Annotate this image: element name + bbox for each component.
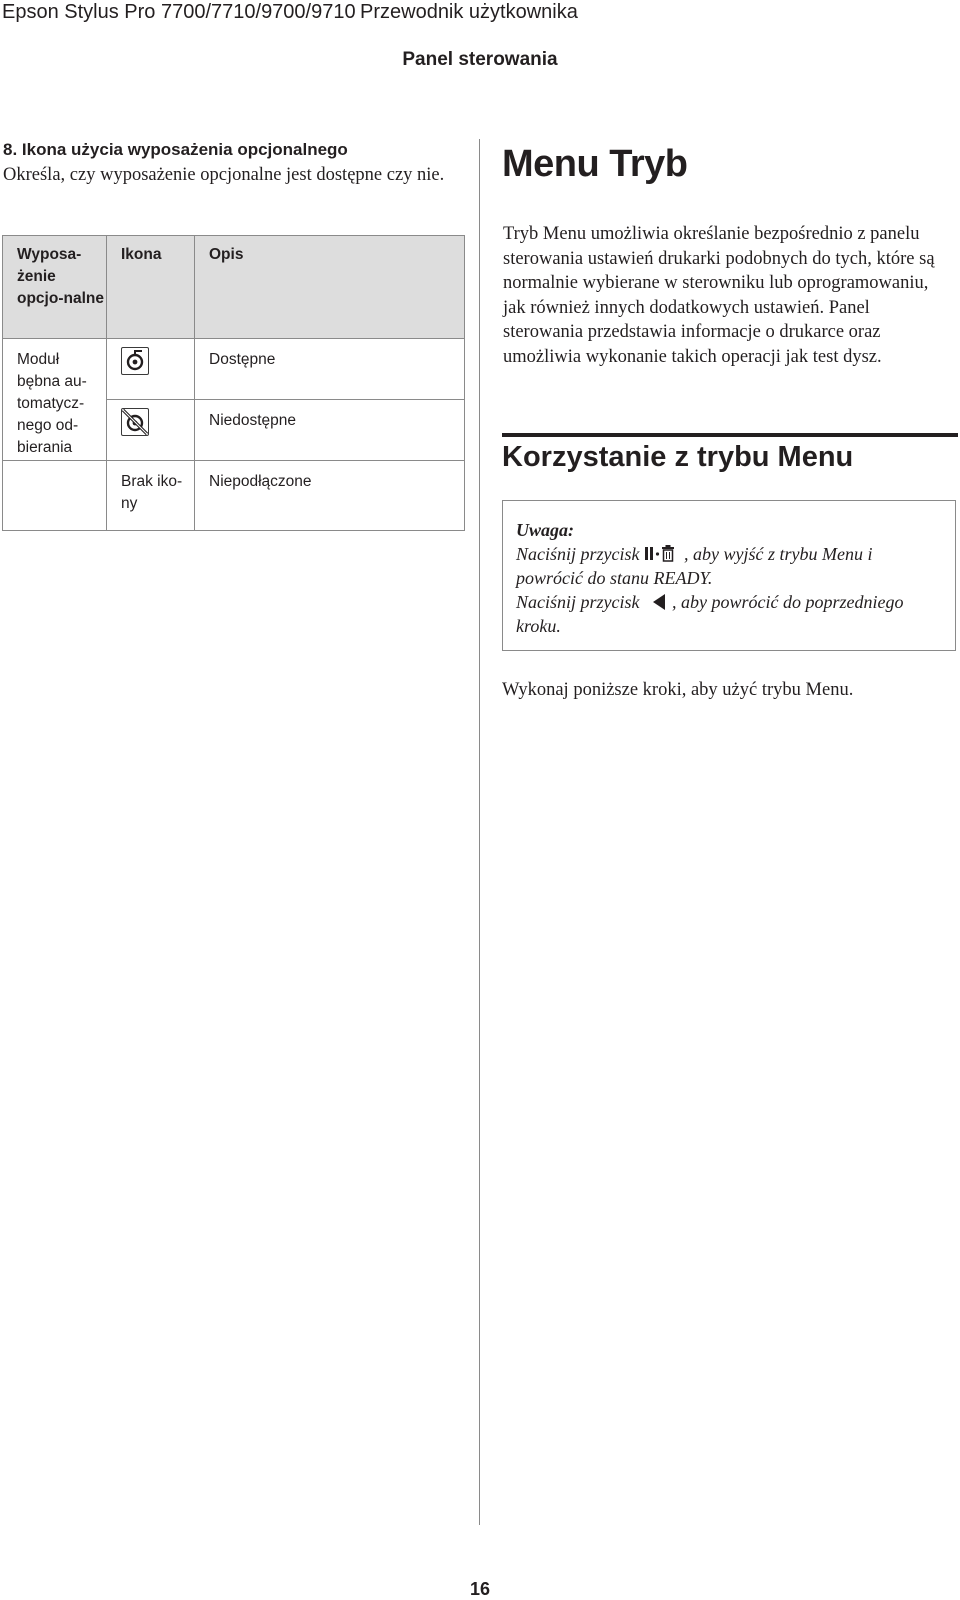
description-cell: Niepodłączone [195, 461, 465, 531]
table-header-equipment: Wyposa-żenie opcjo-nalne [3, 236, 107, 339]
section-rule [502, 433, 958, 437]
note-box [502, 500, 956, 651]
icon-cell [107, 339, 195, 400]
back-arrow-icon [644, 592, 672, 618]
note-text: Naciśnij przycisk [516, 544, 644, 564]
table-header-description: Opis [195, 236, 465, 339]
column-divider [479, 139, 480, 1525]
description-cell: Niedostępne [195, 400, 465, 461]
table-row [3, 461, 465, 531]
note-line: powrócić do stanu READY. [516, 568, 713, 588]
page-title: Menu Tryb [502, 143, 688, 185]
table-row [3, 339, 465, 400]
option-icon-heading: 8. Ikona użycia wyposażenia opcjonalnego [3, 140, 348, 159]
section-title: Korzystanie z trybu Menu [502, 441, 854, 473]
note-line: kroku. [516, 616, 561, 636]
note-text: Naciśnij przycisk [516, 592, 644, 612]
equipment-empty-cell [3, 461, 107, 531]
note-text: , aby powrócić do poprzedniego [672, 592, 904, 612]
header-guide-title: Przewodnik użytkownika [360, 1, 578, 23]
page-number: 16 [469, 1579, 491, 1599]
header-product-name: Epson Stylus Pro 7700/7710/9700/9710 [2, 1, 356, 23]
note-line [516, 590, 903, 618]
steps-intro: Wykonaj poniższe kroki, aby użyć trybu Menu. [502, 680, 854, 700]
note-label: Uwaga: [516, 520, 574, 540]
optional-equipment-table [2, 235, 465, 531]
drum-available-icon [121, 347, 149, 375]
drum-unavailable-icon [121, 408, 149, 436]
header-section-title: Panel sterowania [402, 49, 558, 70]
option-icon-intro: Określa, czy wyposażenie opcjonalne jest dostępne czy nie. [3, 165, 445, 185]
icon-cell: Brak iko-ny [107, 461, 195, 531]
table-header-icon: Ikona [107, 236, 195, 339]
equipment-name-cell: Moduł bębna au-tomatycz-nego od-bierania [3, 339, 107, 461]
description-cell: Dostępne [195, 339, 465, 400]
note-text: , aby wyjść z trybu Menu i [684, 544, 873, 564]
icon-cell [107, 400, 195, 461]
table-header-row [3, 236, 465, 339]
menu-mode-description: Tryb Menu umożliwia określanie bezpośrednio z panelu sterowania ustawień drukarki podobnych do tych, które są normalnie wybierane w sterowniku lub oprogramowaniu, jak również innych dodatkowych ustawień. Panel sterowania przedstawia informacje o drukarce oraz umożliwia wykonanie takich operacji jak test dysz. [503, 224, 935, 367]
